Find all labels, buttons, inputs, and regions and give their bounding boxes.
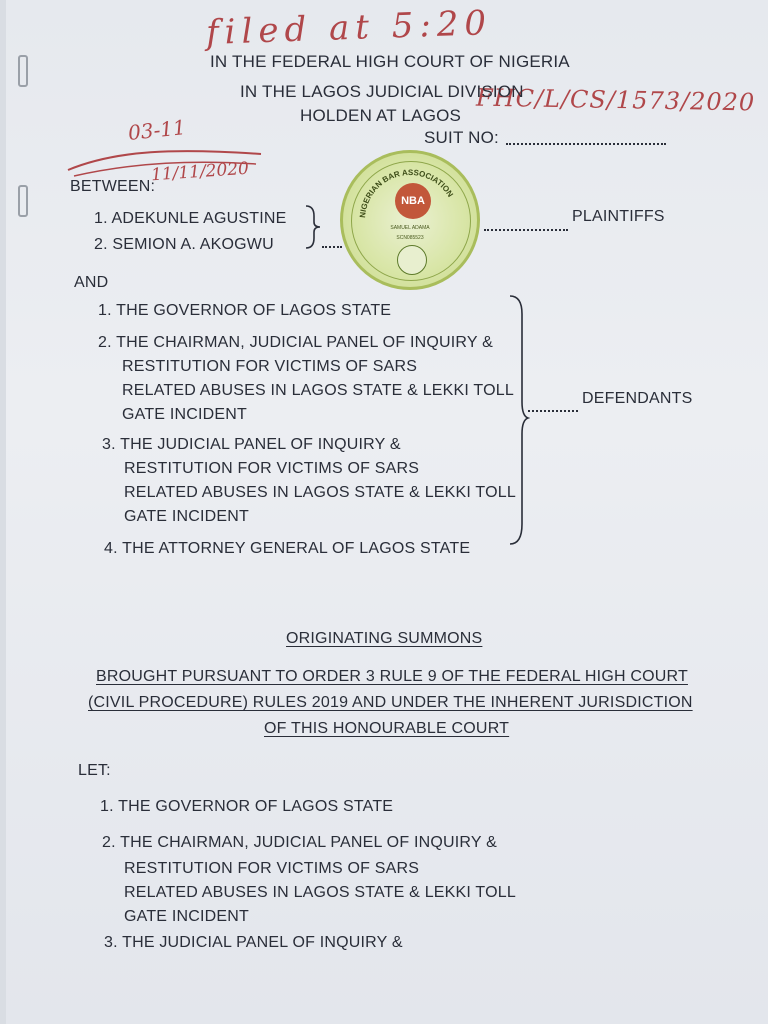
defendants-brace-icon <box>506 294 530 546</box>
handwritten-date-stamp: 03-11 <box>126 115 187 145</box>
let-label: LET: <box>78 762 111 779</box>
seal-number: SCN085523 <box>396 235 424 241</box>
handwritten-filed-note: filed at 5:20 <box>205 3 493 53</box>
seal-name: SAMUEL ADAMA <box>390 225 430 231</box>
handwritten-strike-icon <box>66 140 266 180</box>
brought-line: (CIVIL PROCEDURE) RULES 2019 AND UNDER THE INHERENT JURISDICTION <box>88 694 693 711</box>
defendants-label: DEFENDANTS <box>582 390 693 407</box>
plaintiffs-dotline-left <box>322 246 342 248</box>
defendant-line: RESTITUTION FOR VICTIMS OF SARS <box>122 358 418 375</box>
suit-number-label: SUIT NO: <box>424 128 499 147</box>
let-line: GATE INCIDENT <box>124 908 249 925</box>
defendant-item: 3. THE JUDICIAL PANEL OF INQUIRY & <box>102 436 401 453</box>
defendant-item: 1. THE GOVERNOR OF LAGOS STATE <box>98 302 392 319</box>
let-item: 3. THE JUDICIAL PANEL OF INQUIRY & <box>104 934 403 951</box>
plaintiffs-dotline <box>484 229 568 231</box>
defendants-dotline <box>528 410 578 412</box>
nba-badge: NBA <box>395 183 431 219</box>
nba-seal <box>340 150 480 290</box>
court-title: IN THE FEDERAL HIGH COURT OF NIGERIA <box>210 52 570 71</box>
defendant-line: GATE INCIDENT <box>122 406 247 423</box>
handwritten-suit-number: FHC/L/CS/1573/2020 <box>475 83 756 117</box>
plaintiffs-brace-icon <box>302 204 322 250</box>
between-label: BETWEEN: <box>70 178 156 195</box>
holden-title: HOLDEN AT LAGOS <box>300 106 462 125</box>
plaintiffs-label: PLAINTIFFS <box>572 208 665 225</box>
defendant-item: 2. THE CHAIRMAN, JUDICIAL PANEL OF INQUIRY & <box>98 334 493 351</box>
handwritten-date: 11/11/2020 <box>150 158 250 186</box>
brought-line: BROUGHT PURSUANT TO ORDER 3 RULE 9 OF THE FEDERAL HIGH COURT <box>96 668 688 685</box>
document-page <box>6 0 768 1024</box>
defendant-line: RELATED ABUSES IN LAGOS STATE & LEKKI TOLL <box>122 382 514 399</box>
division-title: IN THE LAGOS JUDICIAL DIVISION <box>240 82 524 101</box>
plaintiff-item: 2. SEMION A. AKOGWU <box>94 236 274 253</box>
suit-number-dotline <box>506 143 666 145</box>
seal-emblem-icon <box>397 245 427 275</box>
defendant-line: RESTITUTION FOR VICTIMS OF SARS <box>124 460 420 477</box>
defendant-item: 4. THE ATTORNEY GENERAL OF LAGOS STATE <box>104 540 471 557</box>
let-line: RESTITUTION FOR VICTIMS OF SARS <box>124 860 420 877</box>
plaintiff-item: 1. ADEKUNLE AGUSTINE <box>94 210 287 227</box>
summons-title: ORIGINATING SUMMONS <box>286 630 483 647</box>
let-item: 2. THE CHAIRMAN, JUDICIAL PANEL OF INQUIRY & <box>102 834 497 851</box>
brought-line: OF THIS HONOURABLE COURT <box>264 720 510 737</box>
binder-hole <box>18 55 28 87</box>
defendant-line: RELATED ABUSES IN LAGOS STATE & LEKKI TOLL <box>124 484 516 501</box>
defendant-line: GATE INCIDENT <box>124 508 249 525</box>
let-item: 1. THE GOVERNOR OF LAGOS STATE <box>100 798 394 815</box>
binder-clip <box>18 185 28 217</box>
svg-text:NIGERIAN BAR ASSOCIATION: NIGERIAN BAR ASSOCIATION <box>357 167 455 219</box>
let-line: RELATED ABUSES IN LAGOS STATE & LEKKI TOLL <box>124 884 516 901</box>
and-label: AND <box>74 274 109 291</box>
